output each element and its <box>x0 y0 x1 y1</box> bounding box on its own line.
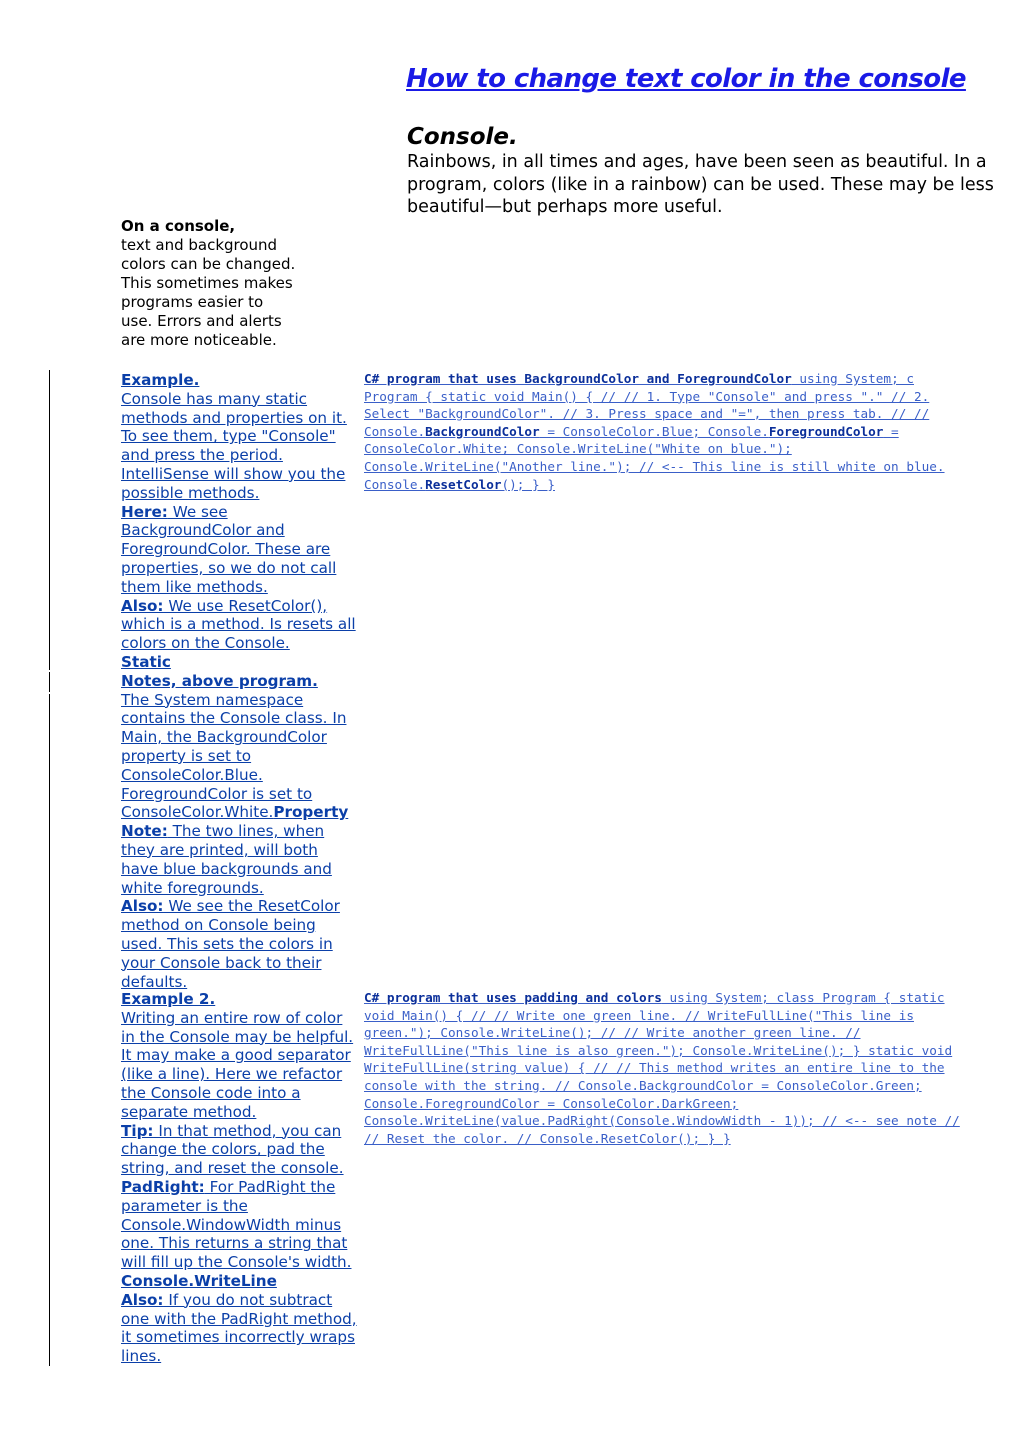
side-note-heading: On a console, <box>121 217 236 235</box>
text-line <box>121 1103 366 1122</box>
text-run: We use ResetColor(), <box>163 596 328 615</box>
text-run: it sometimes incorrectly wraps <box>121 1328 355 1347</box>
text-line <box>121 1140 366 1159</box>
text-run: using System; class Program { static <box>661 990 945 1005</box>
text-line <box>121 521 366 540</box>
text-line <box>121 1028 366 1047</box>
margin-rule <box>49 694 50 1366</box>
code-block-background-foreground <box>364 370 1020 493</box>
text-run: ConsoleColor.Blue. <box>121 765 263 784</box>
title-link[interactable]: How to change text color in the console <box>406 64 966 94</box>
bold-run: Property <box>273 803 349 822</box>
text-run: (like a line). Here we refactor <box>121 1065 343 1084</box>
text-run: It may make a good separator <box>121 1046 351 1065</box>
text-run: ForegroundColor is set to <box>121 784 313 803</box>
text-line <box>121 1291 366 1310</box>
text-run: using System; c <box>791 371 914 386</box>
side-note-line: text and background <box>121 236 278 254</box>
text-line <box>121 371 366 390</box>
text-run: one. This returns a string that <box>121 1234 348 1253</box>
text-line <box>121 785 366 804</box>
text-run: The two lines, when <box>167 822 325 841</box>
text-line <box>121 559 366 578</box>
side-note-line: use. Errors and alerts <box>121 312 282 330</box>
text-run: WriteFullLine(string value) { // // This method writes an entire line to the <box>364 1060 945 1076</box>
text-run: and press the period. <box>121 446 283 465</box>
text-run: one with the PadRight method, <box>121 1309 357 1328</box>
text-line <box>121 1178 366 1197</box>
text-run: colors on the Console. <box>121 634 290 653</box>
text-line <box>364 1077 1020 1095</box>
text-line <box>121 427 366 446</box>
text-run: (); } } <box>501 476 555 492</box>
code-block-padding-colors <box>364 989 1020 1147</box>
text-line <box>364 1024 1020 1042</box>
text-line <box>121 1272 366 1291</box>
section-heading: Console. <box>407 124 518 150</box>
text-line <box>121 879 366 898</box>
text-line <box>121 503 366 522</box>
text-line <box>121 822 366 841</box>
text-run: method on Console being <box>121 916 316 935</box>
text-run: Console.ForegroundColor = ConsoleColor.DarkGreen; <box>364 1095 739 1111</box>
text-run: console with the string. // Console.BackgroundColor = ConsoleColor.Green; <box>364 1077 922 1093</box>
text-line <box>364 1007 1020 1025</box>
text-run: parameter is the <box>121 1196 248 1215</box>
side-note-line: colors can be changed. <box>121 255 296 273</box>
text-line <box>121 390 366 409</box>
bold-run: C# program that uses padding and colors <box>364 990 662 1005</box>
bold-run: C# program that uses BackgroundColor and ForegroundColor <box>364 371 792 386</box>
text-line <box>364 405 1020 423</box>
text-line <box>121 1328 366 1347</box>
text-run: If you do not subtract <box>163 1290 333 1309</box>
side-note-line: This sometimes makes <box>121 274 293 292</box>
text-line <box>121 803 366 822</box>
margin-rule <box>49 672 50 692</box>
text-line <box>121 484 366 503</box>
margin-rule <box>49 370 50 670</box>
page-title <box>406 64 966 94</box>
intro-line: Rainbows, in all times and ages, have been seen as beautiful. In a <box>407 152 987 172</box>
text-line <box>121 1347 366 1366</box>
text-run: have blue backgrounds and <box>121 859 332 878</box>
bold-run: Console.WriteLine <box>121 1271 277 1290</box>
side-note-line: are more noticeable. <box>121 331 277 349</box>
text-line <box>121 860 366 879</box>
text-run: white foregrounds. <box>121 878 264 897</box>
text-run: which is a method. Is resets all <box>121 615 356 634</box>
text-run: your Console back to their <box>121 953 322 972</box>
text-line <box>121 1216 366 1235</box>
text-line <box>121 747 366 766</box>
text-run: possible methods. <box>121 483 260 502</box>
text-run: they are printed, will both <box>121 840 318 859</box>
text-line <box>121 446 366 465</box>
text-line <box>121 1253 366 1272</box>
text-run: Console. <box>364 423 426 439</box>
bold-run: Note: <box>121 822 168 841</box>
text-line <box>121 766 366 785</box>
bold-run: Also: <box>121 897 164 916</box>
bold-run: Also: <box>121 1290 164 1309</box>
text-run: contains the Console class. In <box>121 709 347 728</box>
text-run: Console.WriteLine("Another line."); // <-- This line is still white on blue. <box>364 458 945 474</box>
text-run: green."); Console.WriteLine(); // // Write another green line. // <box>364 1025 861 1041</box>
text-run: the Console code into a <box>121 1083 301 1102</box>
text-line <box>364 423 1020 441</box>
text-line <box>364 989 1020 1007</box>
text-line <box>121 728 366 747</box>
text-run: lines. <box>121 1347 162 1366</box>
bold-run: Also: <box>121 596 164 615</box>
bold-run: ForegroundColor <box>768 423 884 439</box>
text-line <box>121 841 366 860</box>
text-run: In that method, you can <box>153 1121 342 1140</box>
text-line <box>364 1112 1020 1130</box>
text-run: = <box>883 423 899 439</box>
text-line <box>121 672 366 691</box>
text-line <box>121 973 366 992</box>
bold-run: BackgroundColor <box>425 423 540 439</box>
text-run: Console. <box>364 476 426 492</box>
text-run: them like methods. <box>121 577 268 596</box>
text-line <box>364 1095 1020 1113</box>
text-line <box>121 691 366 710</box>
text-run: BackgroundColor and <box>121 521 285 540</box>
text-line <box>121 916 366 935</box>
text-run: change the colors, pad the <box>121 1140 325 1159</box>
text-line <box>364 1042 1020 1060</box>
text-line <box>121 653 366 672</box>
text-line <box>121 465 366 484</box>
text-run: For PadRight the <box>204 1177 336 1196</box>
text-line <box>364 1059 1020 1077</box>
text-line <box>121 935 366 954</box>
text-line <box>364 1130 1020 1148</box>
text-run: ForegroundColor. These are <box>121 540 331 559</box>
text-run: used. This sets the colors in <box>121 934 333 953</box>
text-run: ConsoleColor.White; Console.WriteLine("White on blue."); <box>364 441 792 457</box>
bold-run: Example 2. <box>121 990 216 1008</box>
example2-notes-column[interactable] <box>121 990 366 1366</box>
text-line <box>364 476 1020 494</box>
text-run: will fill up the Console's width. <box>121 1253 352 1272</box>
text-run: // Reset the color. // Console.ResetColor(); } } <box>364 1130 731 1146</box>
text-run: in the Console may be helpful. <box>121 1027 354 1046</box>
bold-run: Example. <box>121 371 200 389</box>
text-run: Console.WriteLine(value.PadRight(Console.WindowWidth - 1)); // <-- see note // <box>364 1113 960 1129</box>
text-run: methods and properties on it. <box>121 408 347 427</box>
text-run: We see <box>167 502 228 521</box>
text-line <box>364 370 1020 388</box>
text-line <box>121 954 366 973</box>
bold-run: Static <box>121 652 171 671</box>
text-run: = ConsoleColor.Blue; Console. <box>539 423 769 439</box>
text-run: Writing an entire row of color <box>121 1008 343 1027</box>
text-run: properties, so we do not call <box>121 558 337 577</box>
text-line <box>364 388 1020 406</box>
bold-run: PadRight: <box>121 1177 205 1196</box>
text-run: Console.WindowWidth minus <box>121 1215 342 1234</box>
side-note-line: programs easier to <box>121 293 264 311</box>
text-line <box>121 409 366 428</box>
text-run: separate method. <box>121 1102 257 1121</box>
text-run: defaults. <box>121 972 188 991</box>
text-line <box>121 634 366 653</box>
text-run: Main, the BackgroundColor <box>121 728 327 747</box>
intro-line: beautiful—but perhaps more useful. <box>407 197 723 217</box>
text-run: Select "BackgroundColor". // 3. Press space and "=", then press tab. // // <box>364 406 930 422</box>
intro-line: program, colors (like in a rainbow) can be used. These may be less <box>407 174 994 195</box>
text-line <box>121 615 366 634</box>
bold-run: Here: <box>121 502 168 521</box>
text-line <box>121 1234 366 1253</box>
text-line <box>121 709 366 728</box>
text-line <box>121 990 366 1009</box>
text-run: void Main() { // // Write one green line. // WriteFullLine("This line is <box>364 1007 914 1023</box>
text-run: The System namespace <box>121 690 304 709</box>
text-run: We see the ResetColor <box>163 897 340 916</box>
text-line <box>121 1046 366 1065</box>
bold-run: Tip: <box>121 1121 154 1140</box>
text-run: property is set to <box>121 746 252 765</box>
text-line <box>121 1310 366 1329</box>
text-line <box>121 578 366 597</box>
text-run: To see them, type "Console" <box>121 427 336 446</box>
text-line <box>121 1009 366 1028</box>
text-run: Console has many static <box>121 389 308 408</box>
text-line <box>121 1159 366 1178</box>
text-line <box>364 458 1020 476</box>
text-line <box>121 540 366 559</box>
side-note <box>121 217 321 350</box>
example-notes-column[interactable] <box>121 371 366 991</box>
text-line <box>364 440 1020 458</box>
text-run: WriteFullLine("This line is also green."); Console.WriteLine(); } static void <box>364 1042 953 1058</box>
text-run: string, and reset the console. <box>121 1159 344 1178</box>
text-run: ConsoleColor.White. <box>121 803 274 822</box>
bold-run: Notes, above program. <box>121 671 318 690</box>
text-line <box>121 1065 366 1084</box>
text-line <box>121 1122 366 1141</box>
text-line <box>121 597 366 616</box>
text-line <box>121 1197 366 1216</box>
text-line <box>121 1084 366 1103</box>
intro-paragraph <box>407 151 1020 219</box>
text-run: IntelliSense will show you the <box>121 464 346 483</box>
text-run: Program { static void Main() { // // 1. Type "Console" and press "." // 2. <box>364 388 930 404</box>
text-line <box>121 897 366 916</box>
bold-run: ResetColor <box>425 476 502 492</box>
